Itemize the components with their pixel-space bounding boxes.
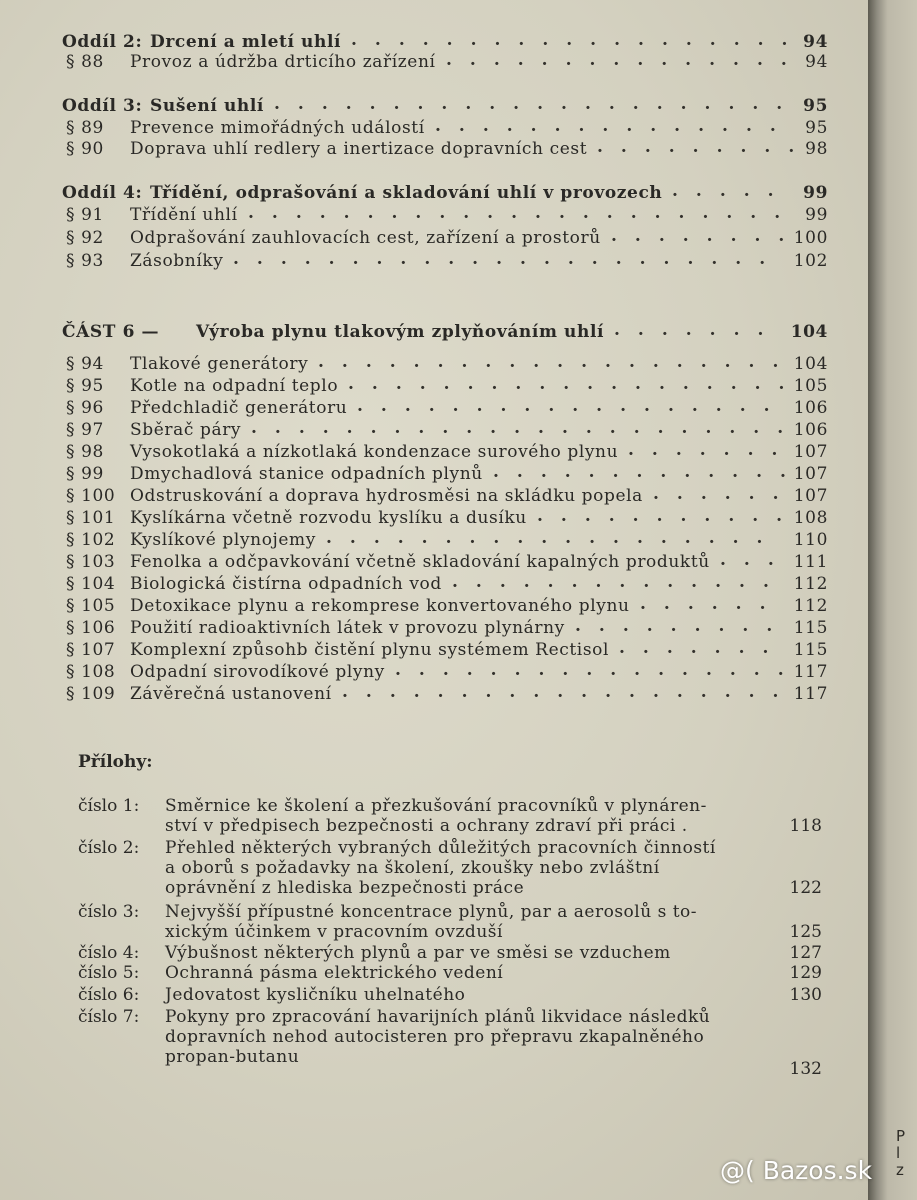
toc-entry-page: 95: [803, 96, 828, 116]
toc-entry: [0, 228, 868, 250]
annex-heading: Přílohy:: [78, 752, 153, 772]
toc-entry-title: Doprava uhlí redlery a inertizace dopravních cest: [130, 139, 588, 159]
toc-entry-page: 104: [790, 322, 828, 342]
toc-entry-title: Tlakové generátory: [130, 354, 309, 374]
toc-entry-label: § 90: [66, 139, 104, 159]
toc-entry: [0, 420, 868, 442]
toc-entry-page: 110: [793, 530, 828, 550]
toc-entry-title: Dmychadlová stanice odpadních plynů: [130, 464, 483, 484]
leader-dots: ......: [653, 484, 797, 504]
annex-text-line: Výbušnost některých plynů a par ve směsi se vzduchem: [165, 943, 671, 963]
toc-entry-label: § 93: [66, 251, 104, 271]
annex-text-line: Jedovatost kysličníku uhelnatého: [165, 985, 466, 1005]
leader-dots: ...: [720, 550, 792, 570]
toc-entry-label: ČÁST 6 —: [62, 322, 160, 342]
leader-dots: .......................: [233, 249, 784, 269]
toc-entry-page: 117: [793, 662, 828, 682]
annex-text-line: dopravních nehod autocisteren pro přepravu zkapalněného: [165, 1027, 705, 1047]
book-spine: [868, 0, 917, 1200]
toc-entry: [0, 508, 868, 530]
toc-entry: [0, 684, 868, 706]
toc-entry-title: Sušení uhlí: [150, 96, 264, 116]
toc-entry-label: § 100: [66, 486, 116, 506]
annex-label: číslo 1:: [78, 796, 140, 816]
toc-entry-page: 107: [793, 486, 828, 506]
toc-entry-page: 115: [793, 640, 828, 660]
toc-entry-page: 107: [793, 442, 828, 462]
annex-text-line: xickým účinkem v pracovním ovzduší: [165, 922, 503, 942]
toc-entry-title: Kyslíkárna včetně rozvodu kyslíku a dusíku: [130, 508, 527, 528]
toc-entry: [0, 662, 868, 684]
annex-text-line: Pokyny pro zpracování havarijních plánů likvidace následků: [165, 1007, 711, 1027]
leader-dots: ......................: [274, 94, 801, 114]
toc-entry: [0, 552, 868, 574]
leader-dots: .........: [597, 137, 813, 157]
annex-text-line: oprávnění z hlediska bezpečnosti práce: [165, 878, 525, 898]
annex-label: číslo 7:: [78, 1007, 140, 1027]
leader-dots: ...........: [537, 506, 801, 526]
toc-entry-title: Odpadní sirovodíkové plyny: [130, 662, 385, 682]
toc-entry-label: § 102: [66, 530, 116, 550]
annex-text: [165, 1007, 785, 1067]
annex-text: [165, 943, 785, 963]
toc-entry-page: 104: [793, 354, 828, 374]
leader-dots: ....................: [318, 352, 797, 372]
leader-dots: ...............: [446, 50, 805, 70]
toc-entry-label: Oddíl 3:: [62, 96, 143, 116]
annex-text-line: propan-butanu: [165, 1047, 300, 1067]
toc-entry-page: 112: [793, 596, 828, 616]
annex-page: 122: [789, 878, 822, 898]
leader-dots: .............: [493, 462, 804, 482]
toc-entry-title: Použití radioaktivních látek v provozu plynárny: [130, 618, 565, 638]
leader-dots: ...................: [348, 374, 803, 394]
bazos-watermark: @( Bazos.sk: [720, 1156, 873, 1185]
toc-entry-label: § 89: [66, 118, 104, 138]
toc-entry-label: § 99: [66, 464, 104, 484]
annex-text-line: Směrnice ke školení a přezkušování pracovníků v plynáren-: [165, 796, 707, 816]
toc-entry-title: Třídění uhlí: [130, 205, 238, 225]
toc-entry-label: § 94: [66, 354, 104, 374]
annex-text-line: a oborů s požadavky na školení, zkoušky nebo zvláštní: [165, 858, 660, 878]
toc-entry: [0, 251, 868, 273]
toc-entry-title: Odstruskování a doprava hydrosměsi na skládku popela: [130, 486, 643, 506]
toc-entry-label: § 96: [66, 398, 104, 418]
leader-dots: ......: [640, 594, 784, 614]
toc-entry-page: 99: [805, 205, 828, 225]
annex-page: 118: [789, 816, 822, 836]
leader-dots: .........: [575, 616, 791, 636]
toc-entry: [0, 52, 868, 74]
toc-entry-page: 94: [803, 32, 828, 52]
toc-entry-title: Zásobníky: [130, 251, 224, 271]
leader-dots: ..............: [452, 572, 787, 592]
annex-page: 130: [789, 985, 822, 1005]
toc-entry: [0, 530, 868, 552]
toc-entry-title: Kotle na odpadní teplo: [130, 376, 339, 396]
leader-dots: ...............: [435, 116, 794, 136]
toc-entry-title: Fenolka a odčpavkování včetně skladování kapalných produktů: [130, 552, 710, 572]
toc-entry: [0, 596, 868, 618]
toc-entry-page: 95: [805, 118, 828, 138]
toc-entry-label: § 95: [66, 376, 104, 396]
leader-dots: ...................: [342, 682, 797, 702]
annex-label: číslo 2:: [78, 838, 140, 858]
toc-entry-title: Prevence mimořádných událostí: [130, 118, 425, 138]
toc-entry-page: 106: [793, 420, 828, 440]
toc-entry-label: § 105: [66, 596, 116, 616]
toc-entry-label: § 103: [66, 552, 116, 572]
annex-text-line: Ochranná pásma elektrického vedení: [165, 963, 504, 983]
toc-entry-title: Sběrač páry: [130, 420, 242, 440]
toc-entry: [0, 486, 868, 508]
toc-entry-label: § 109: [66, 684, 116, 704]
toc-entry-title: Provoz a údržba drticího zařízení: [130, 52, 436, 72]
annex-text-line: ství v předpisech bezpečnosti a ochrany zdraví při práci .: [165, 816, 688, 836]
annex-text: [165, 796, 785, 836]
leader-dots: .......................: [251, 418, 802, 438]
toc-entry: [0, 354, 868, 376]
leader-dots: ..................: [357, 396, 788, 416]
annex-label: číslo 6:: [78, 985, 140, 1005]
toc-entry-page: 100: [793, 228, 828, 248]
toc-entry-label: § 98: [66, 442, 104, 462]
toc-entry-title: Předchladič generátoru: [130, 398, 348, 418]
toc-entry-page: 94: [805, 52, 828, 72]
toc-entry-title: Kyslíkové plynojemy: [130, 530, 316, 550]
leader-dots: .......: [614, 320, 782, 340]
toc-entry-page: 111: [793, 552, 828, 572]
toc-entry-title: Komplexní způsohb čistění plynu systémem Rectisol: [130, 640, 610, 660]
leader-dots: .................: [395, 660, 802, 680]
toc-entry-title: Drcení a mletí uhlí: [150, 32, 342, 52]
toc-entry-title: Třídění, odprašování a skladování uhlí v provozech: [150, 183, 663, 203]
toc-entry-title: Detoxikace plynu a rekomprese konvertovaného plynu: [130, 596, 630, 616]
toc-entry-title: Odprašování zauhlovacích cest, zařízení a prostorů: [130, 228, 601, 248]
annex-label: číslo 5:: [78, 963, 140, 983]
toc-entry-title: Závěrečná ustanovení: [130, 684, 332, 704]
toc-entry-label: § 108: [66, 662, 116, 682]
toc-entry-page: 106: [793, 398, 828, 418]
toc-entry: [0, 205, 868, 227]
toc-entry-label: § 104: [66, 574, 116, 594]
toc-entry-page: 108: [793, 508, 828, 528]
annex-page: 129: [789, 963, 822, 983]
annex-text: [165, 838, 785, 898]
toc-entry-label: Oddíl 2:: [62, 32, 143, 52]
toc-entry-page: 99: [803, 183, 828, 203]
leader-dots: ...................: [326, 528, 781, 548]
toc-entry-page: 102: [793, 251, 828, 271]
annex-page: 127: [789, 943, 822, 963]
toc-entry-label: Oddíl 4:: [62, 183, 143, 203]
toc-entry: [0, 574, 868, 596]
toc-entry: [0, 96, 868, 118]
leader-dots: ...................: [351, 30, 806, 50]
annex-text: [165, 902, 785, 942]
toc-entry-title: Biologická čistírna odpadních vod: [130, 574, 442, 594]
annex-text-line: Přehled některých vybraných důležitých pracovních činností: [165, 838, 716, 858]
leader-dots: .......: [619, 638, 787, 658]
toc-entry-page: 117: [793, 684, 828, 704]
toc-entry-title: Výroba plynu tlakovým zplyňováním uhlí: [196, 322, 605, 342]
toc-entry-label: § 97: [66, 420, 104, 440]
leader-dots: .....: [672, 181, 792, 201]
toc-entry-label: § 106: [66, 618, 116, 638]
toc-entry-page: 105: [793, 376, 828, 396]
annex-page: 125: [789, 922, 822, 942]
toc-entry: [0, 183, 868, 205]
toc-entry: [0, 139, 868, 161]
toc-entry-page: 107: [793, 464, 828, 484]
annex-page: 132: [789, 1059, 822, 1079]
annex-text-line: Nejvyšší přípustné koncentrace plynů, par a aerosolů s to-: [165, 902, 698, 922]
annex-label: číslo 4:: [78, 943, 140, 963]
toc-entry: [0, 398, 868, 420]
toc-entry-label: § 91: [66, 205, 104, 225]
toc-entry-label: § 92: [66, 228, 104, 248]
leader-dots: ........: [611, 226, 803, 246]
toc-entry: [0, 618, 868, 640]
annex-text: [165, 985, 785, 1005]
leader-dots: .......................: [248, 203, 799, 223]
toc-entry: [0, 376, 868, 398]
leader-dots: .......: [628, 440, 796, 460]
toc-entry-label: § 101: [66, 508, 116, 528]
toc-entry: [0, 322, 868, 344]
toc-entry: [0, 640, 868, 662]
next-page-edge-text: P l z: [896, 1127, 906, 1179]
toc-entry-title: Vysokotlaká a nízkotlaká kondenzace surového plynu: [130, 442, 619, 462]
toc-entry: [0, 442, 868, 464]
toc-entry-page: 115: [793, 618, 828, 638]
annex-text: [165, 963, 785, 983]
toc-entry-page: 112: [793, 574, 828, 594]
toc-entry-label: § 107: [66, 640, 116, 660]
annex-label: číslo 3:: [78, 902, 140, 922]
toc-entry-label: § 88: [66, 52, 104, 72]
toc-entry: [0, 464, 868, 486]
toc-entry-page: 98: [805, 139, 828, 159]
